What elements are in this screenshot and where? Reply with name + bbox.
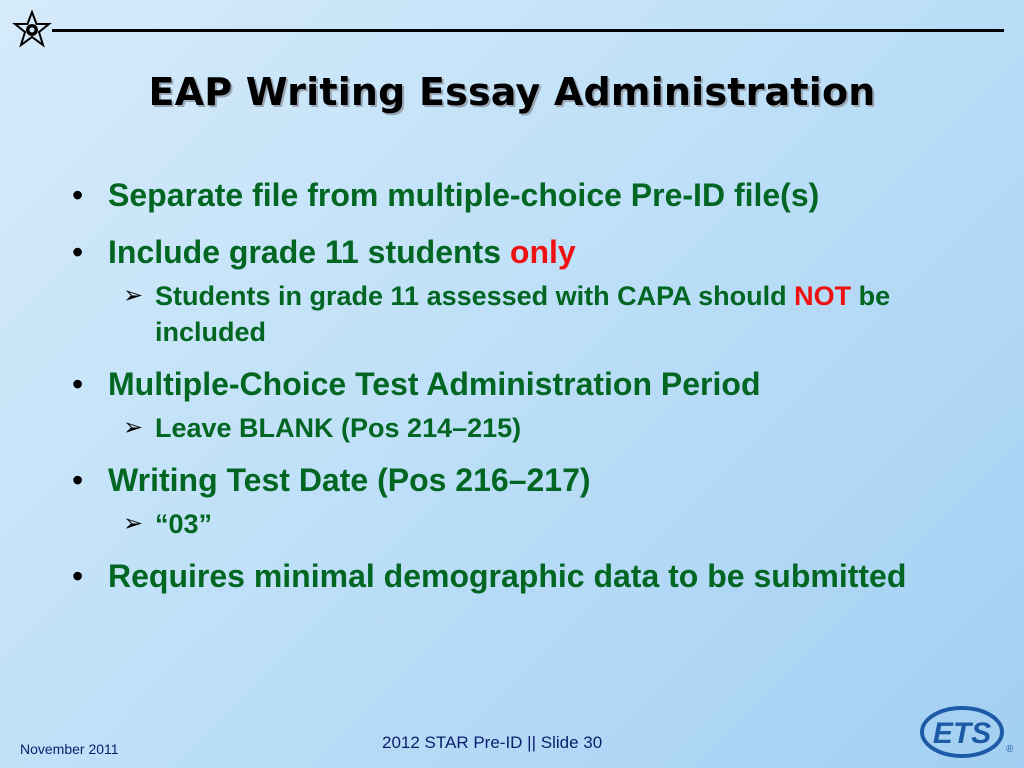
sub-bullet-date-code [60, 506, 980, 542]
sub-bullet-text-end: be included [155, 281, 891, 347]
arrow-bullet-icon: ➢ [123, 282, 144, 309]
sub-bullet-text: “03” [155, 509, 213, 539]
bullet-item-mc-period [60, 364, 980, 404]
bullet-text: Separate file from multiple-choice Pre-ID file(s) [108, 177, 820, 213]
bullet-text: Requires minimal demographic data to be submitted [108, 558, 907, 594]
ets-logo [918, 700, 1014, 760]
arrow-bullet-icon: ➢ [123, 510, 144, 537]
bullet-text: Include grade 11 students [108, 234, 510, 270]
bullet-emphasis: only [509, 234, 576, 270]
registered-mark: ® [1006, 744, 1014, 755]
bullet-item-include-grade [60, 232, 980, 272]
bullet-text: Writing Test Date (Pos 216–217) [108, 462, 591, 498]
bullet-item-demographics [60, 556, 980, 596]
bullet-dot-icon: • [72, 366, 84, 402]
star-seal-icon [12, 10, 52, 50]
sub-bullet-capa [60, 278, 980, 350]
bullet-dot-icon: • [72, 177, 84, 213]
bullet-dot-icon: • [72, 558, 84, 594]
sub-bullet-text: Leave BLANK (Pos 214–215) [155, 413, 522, 443]
arrow-bullet-icon: ➢ [123, 414, 144, 441]
bullet-text: Multiple-Choice Test Administration Period [108, 366, 761, 402]
sub-bullet-leave-blank [60, 410, 980, 446]
bullet-item-separate-file [60, 175, 980, 215]
bullet-list [60, 175, 980, 613]
title-rule [52, 29, 1004, 32]
bullet-dot-icon: • [72, 462, 84, 498]
footer-slide-label: 2012 STAR Pre-ID || Slide 30 [382, 733, 603, 752]
bullet-item-writing-date [60, 460, 980, 500]
ets-logo-text: ETS [932, 717, 992, 750]
bullet-dot-icon: • [72, 234, 84, 270]
slide-title: EAP Writing Essay Administration [148, 70, 876, 114]
footer-date: November 2011 [20, 741, 119, 757]
sub-bullet-emphasis: NOT [794, 281, 852, 311]
sub-bullet-text: Students in grade 11 assessed with CAPA should [155, 281, 795, 311]
